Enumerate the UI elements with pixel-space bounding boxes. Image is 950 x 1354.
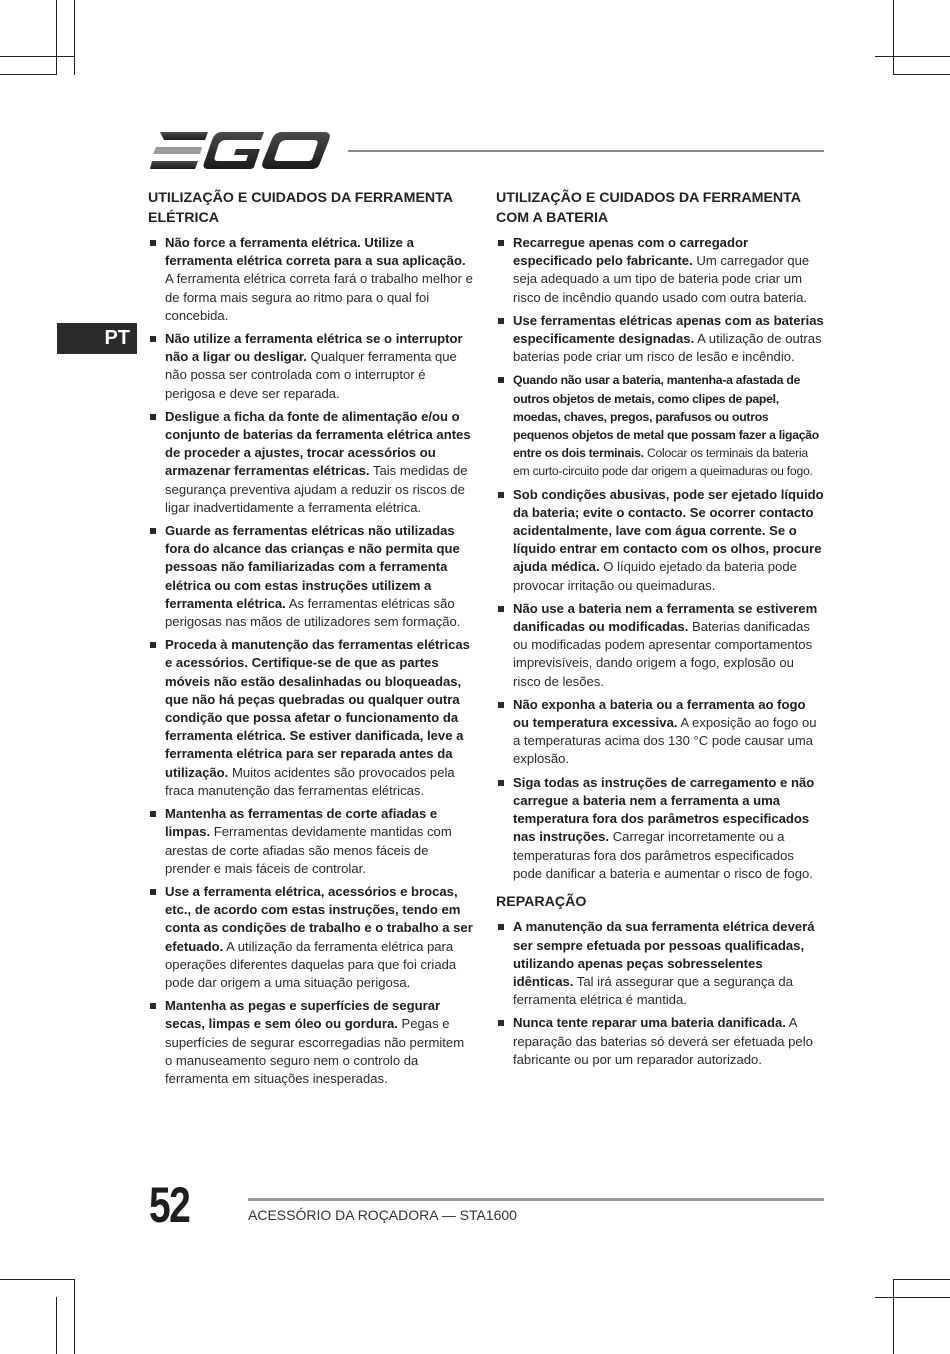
bullet-icon (150, 528, 156, 534)
list-item: Não use a bateria nem a ferramenta se estiverem danificadas ou modificadas. Baterias danificadas ou modificadas podem apresentar comportamentos imprevisíveis, dando origem a fogo, explosão ou risco de lesões. (496, 600, 824, 691)
crop-mark (893, 1279, 894, 1354)
bullet-icon (498, 492, 504, 498)
repair-heading: REPARAÇÃO (496, 893, 587, 910)
crop-mark (0, 56, 75, 57)
crop-mark (0, 74, 57, 75)
left-column (148, 189, 473, 1093)
crop-mark (875, 1297, 950, 1298)
bullet-icon (498, 702, 504, 708)
language-tab: PT (57, 323, 137, 354)
crop-mark (74, 1279, 75, 1354)
header-rule (348, 150, 824, 152)
list-item: Mantenha as ferramentas de corte afiadas e limpas. Ferramentas devidamente mantidas com arestas de corte afiadas são menos fáceis de prender e mais fáceis de controlar. (148, 805, 473, 878)
list-item: Quando não usar a bateria, mantenha-a afastada de outros objetos de metais, como clipes de papel, moedas, chaves, pregos, parafusos ou outros pequenos objetos de metal que possam fazer a ligação entre os dois terminais. Colocar os terminais da bateria em curto-circuito pode dar origem a queimaduras ou fogo. (496, 371, 824, 480)
crop-mark (893, 1279, 950, 1280)
safety-list (148, 234, 473, 1088)
crop-mark (893, 74, 950, 75)
list-item: Mantenha as pegas e superfícies de segurar secas, limpas e sem óleo ou gordura. Pegas e superfícies de segurar escorregadias não permitem o manuseamento seguro nem o controlo da ferramenta em situações inesperadas. (148, 997, 473, 1088)
section-heading: UTILIZAÇÃO E CUIDADOS DA FERRAMENTA COM A BATERIA (496, 190, 801, 226)
crop-mark (893, 0, 894, 75)
battery-safety-list (496, 234, 824, 883)
bullet-icon (150, 336, 156, 342)
bullet-icon (498, 606, 504, 612)
list-item: Use a ferramenta elétrica, acessórios e brocas, etc., de acordo com estas instruções, tendo em conta as condições de trabalho e o trabalho a ser efetuado. A utilização da ferramenta elétrica para operações diferentes daquelas para que foi criada pode dar origem a uma situação perigosa. (148, 883, 473, 992)
bullet-icon (498, 780, 504, 786)
crop-mark (875, 56, 950, 57)
repair-list (496, 918, 824, 1069)
ego-logo (150, 130, 332, 172)
bullet-icon (498, 377, 504, 383)
list-item: A manutenção da sua ferramenta elétrica deverá ser sempre efetuada por pessoas qualificadas, utilizando apenas peças sobresselentes idênticas. Tal irá assegurar que a segurança da ferramenta elétrica é mantida. (496, 918, 824, 1009)
list-item: Sob condições abusivas, pode ser ejetado líquido da bateria; evite o contacto. Se ocorrer contacto acidentalmente, lave com água corrente. Se o líquido entrar em contacto com os olhos, procure ajuda médica. O líquido ejetado da bateria pode provocar irritação ou queimaduras. (496, 486, 824, 595)
bullet-icon (498, 240, 504, 246)
footer-rule (248, 1198, 824, 1201)
right-column (496, 189, 824, 1074)
bullet-icon (150, 811, 156, 817)
list-item: Siga todas as instruções de carregamento e não carregue a bateria nem a ferramenta a uma temperatura fora dos parâmetros especificados nas instruções. Carregar incorretamente ou a temperaturas fora dos parâmetros especificados pode danificar a bateria e aumentar o risco de fogo. (496, 774, 824, 883)
bullet-icon (498, 318, 504, 324)
list-item: Desligue a ficha da fonte de alimentação e/ou o conjunto de baterias da ferramenta elétrica antes de proceder a ajustes, trocar acessórios ou armazenar ferramentas elétricas. Tais medidas de segurança preventiva ajudam a reduzir os riscos de ligar inadvertidamente a ferramenta elétrica. (148, 408, 473, 517)
list-item: Não exponha a bateria ou a ferramenta ao fogo ou temperatura excessiva. A exposição ao fogo ou a temperaturas acima dos 130 °C pode causar uma explosão. (496, 696, 824, 769)
list-item: Nunca tente reparar uma bateria danificada. A reparação das baterias só deverá ser efetuada pelo fabricante ou por um reparador autorizado. (496, 1014, 824, 1069)
list-item: Recarregue apenas com o carregador especificado pelo fabricante. Um carregador que seja adequado a um tipo de bateria pode criar um risco de incêndio quando usado com outra bateria. (496, 234, 824, 307)
bullet-icon (498, 1020, 504, 1026)
crop-mark (0, 1279, 75, 1280)
bullet-icon (150, 414, 156, 420)
crop-mark (56, 0, 57, 75)
crop-mark (56, 1297, 57, 1354)
list-item: Guarde as ferramentas elétricas não utilizadas fora do alcance das crianças e não permita que pessoas não familiarizadas com a ferramenta elétrica ou com estas instruções utilizem a ferramenta elétrica. As ferramentas elétricas são perigosas nas mãos de utilizadores sem formação. (148, 522, 473, 631)
bullet-icon (150, 642, 156, 648)
list-item: Proceda à manutenção das ferramentas elétricas e acessórios. Certifique-se de que as partes móveis não estão desalinhadas ou bloqueadas, que não há peças quebradas ou qualquer outra condição que possa afetar o funcionamento da ferramenta elétrica. Se estiver danificada, leve a ferramenta elétrica para ser reparada antes da utilização. Muitos acidentes são provocados pela fraca manutenção das ferramentas elétricas. (148, 636, 473, 800)
bullet-icon (150, 240, 156, 246)
list-item: Use ferramentas elétricas apenas com as baterias especificamente designadas. A utilização de outras baterias pode criar um risco de lesão e incêndio. (496, 312, 824, 367)
crop-mark (74, 0, 75, 75)
section-heading: UTILIZAÇÃO E CUIDADOS DA FERRAMENTA ELÉTRICA (148, 190, 453, 226)
bullet-icon (150, 889, 156, 895)
bullet-icon (150, 1003, 156, 1009)
page-number: 52 (149, 1177, 190, 1233)
list-item: Não force a ferramenta elétrica. Utilize a ferramenta elétrica correta para a sua aplicação. A ferramenta elétrica correta fará o trabalho melhor e de forma mais segura ao ritmo para o qual foi concebida. (148, 234, 473, 325)
bullet-icon (498, 924, 504, 930)
footer-title: ACESSÓRIO DA ROÇADORA — STA1600 (248, 1207, 517, 1223)
list-item: Não utilize a ferramenta elétrica se o interruptor não a ligar ou desligar. Qualquer ferramenta que não possa ser controlada com o interruptor é perigosa e deve ser reparada. (148, 330, 473, 403)
